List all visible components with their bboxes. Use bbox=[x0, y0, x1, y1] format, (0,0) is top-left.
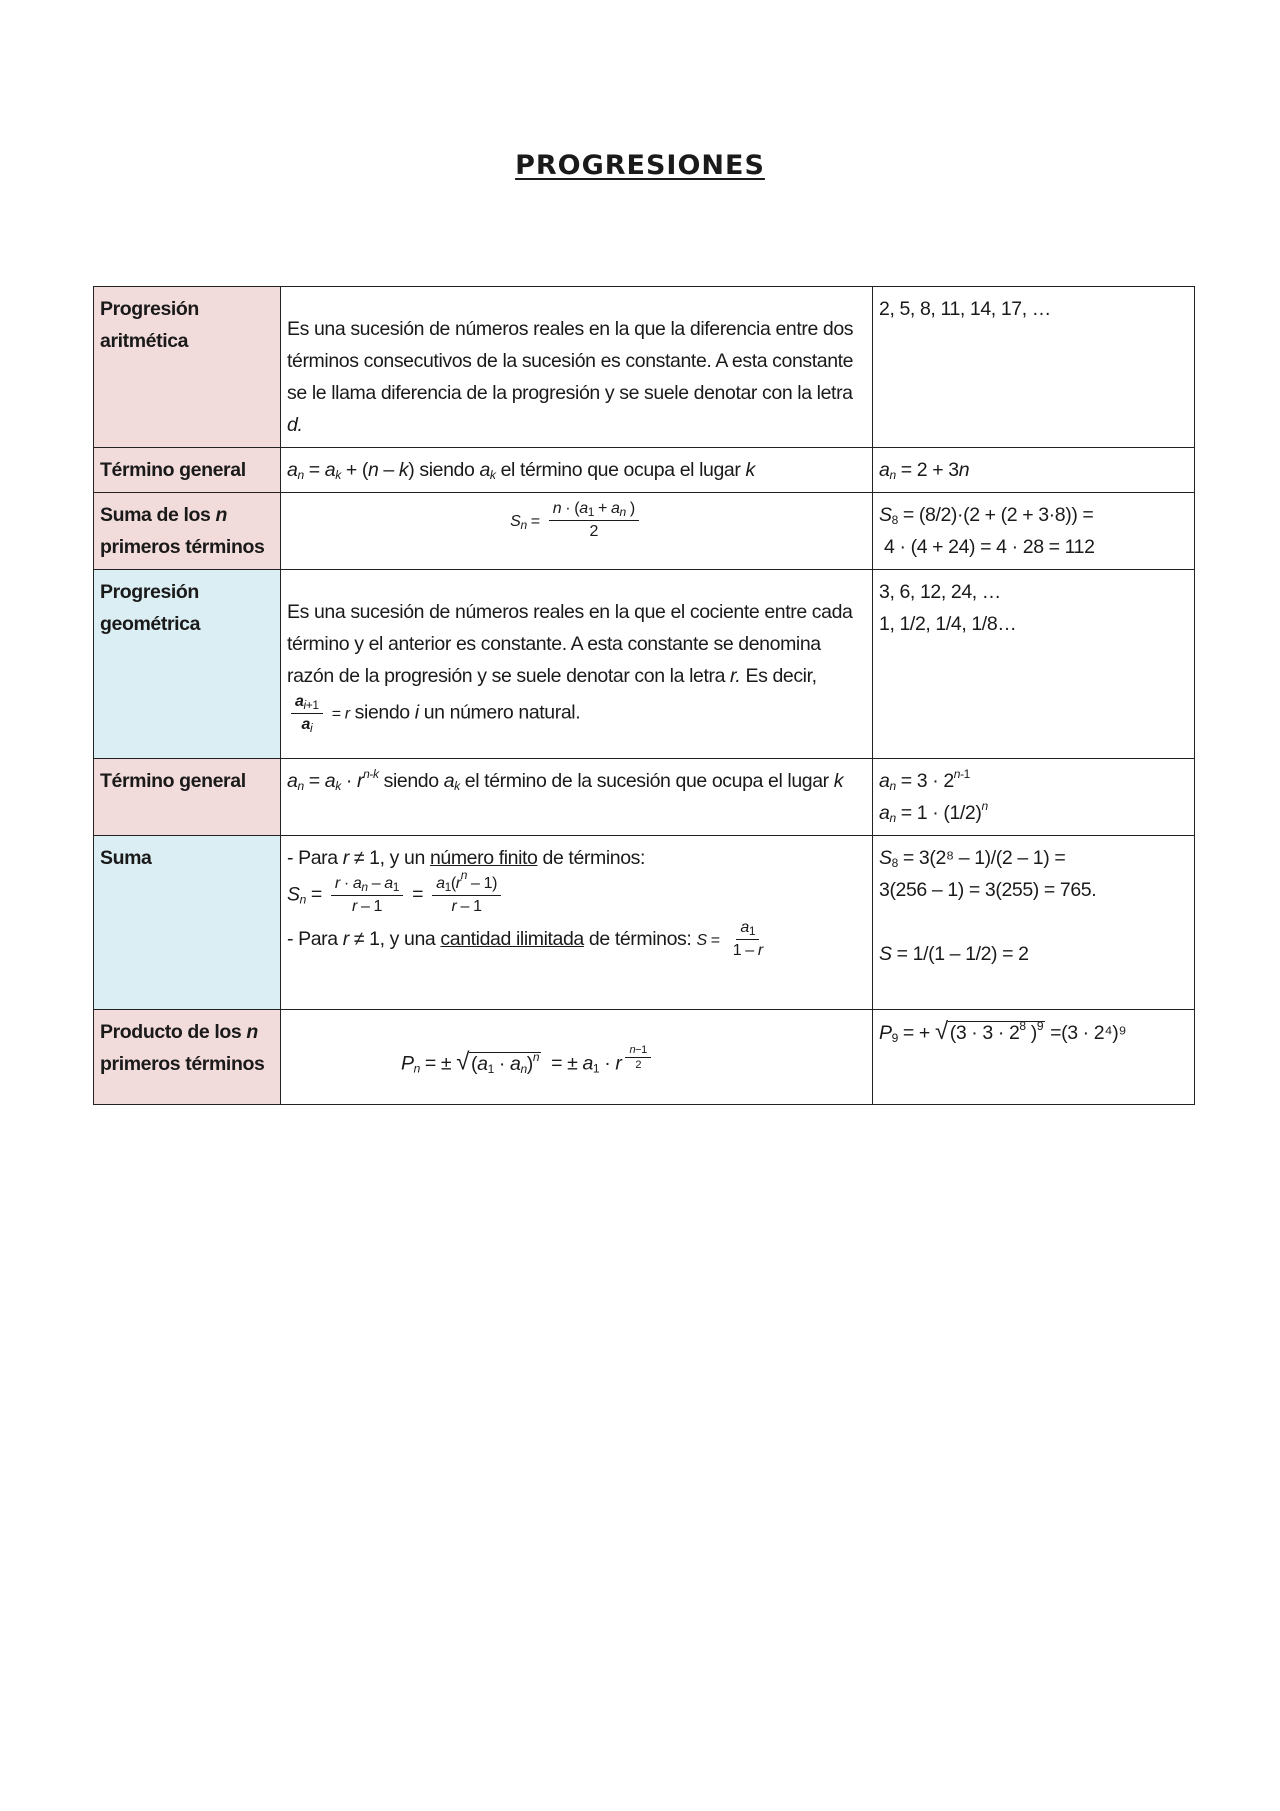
infinite-mid: ≠ 1, y una bbox=[353, 928, 436, 950]
product-label-n: n bbox=[246, 1021, 258, 1043]
table-row bbox=[94, 287, 1195, 448]
table-row bbox=[94, 759, 1195, 836]
arith-example-text: = 2 + 3 bbox=[900, 459, 959, 481]
page-title: PROGRESIONES bbox=[515, 150, 765, 181]
infinite-post: de términos: bbox=[588, 928, 692, 950]
arithmetic-desc-letter: d. bbox=[287, 414, 303, 436]
finite-mid: ≠ 1, y un bbox=[353, 847, 425, 869]
sum-label-suffix: primeros términos bbox=[100, 536, 265, 558]
finite-sum-formula: $S_n$ = $\frac{r \cdot a_n - a_1}{r - 1}$ = $\frac{a_1(r^n - 1)}{r - 1}$ bbox=[287, 874, 866, 917]
siendo-text: siendo bbox=[419, 459, 475, 481]
geom-general-term-formula: $a_n = a_k \cdot r^{n-k}$ siendo $a_k$ el término de la sucesión que ocupa el lugar k bbox=[281, 759, 873, 836]
label-general-term-geom: Término general bbox=[94, 759, 281, 836]
arith-sum-ex-line2: 4 · (4 + 24) = 4 · 28 = 112 bbox=[884, 536, 1095, 558]
arith-general-term-desc: el término que ocupa el lugar bbox=[500, 459, 741, 481]
ratio-siendo: siendo bbox=[354, 701, 410, 724]
geom-ex2: = 1 · (1/2) bbox=[900, 802, 982, 824]
sum-label-n: n bbox=[215, 504, 228, 526]
label-sum-first-n bbox=[94, 493, 281, 570]
geom-general-term-example: $a_n = 3 \cdot 2^{n-1}$ $a_n = 1 \cdot (1/2)^n$ bbox=[873, 759, 1195, 836]
geom-sum-ex2: 3(256 – 1) = 3(255) = 765. bbox=[879, 879, 1097, 901]
arith-sum-formula: $S_n$ = $\frac{n \cdot (a_1 + a_n )}{2}$ bbox=[281, 493, 873, 570]
geometric-definition: Es una sucesión de números reales en la que el cociente entre cada término y el anterior es constante. A esta constante se denomina razón de la progresión y se suele denotar con la letra r. Es decir, $\frac{a_{i+1}}{a_i}$ = r siendo i un número natural. bbox=[281, 570, 873, 759]
label-sum: Suma bbox=[94, 836, 281, 1010]
table-row bbox=[94, 448, 1195, 493]
arith-general-term-formula: $a_n = a_k + (n - k)$ siendo $a_k$ el término que ocupa el lugar k bbox=[281, 448, 873, 493]
geometric-example bbox=[873, 570, 1195, 759]
finite-post: de términos: bbox=[542, 847, 646, 869]
product-example: $P_9$ = + √ ($3 \cdot 3 \cdot 2^8$ )$^9$ =(3 · 2⁴)⁹ bbox=[873, 1010, 1195, 1105]
table-row bbox=[94, 1010, 1195, 1105]
table-row bbox=[94, 836, 1195, 1010]
ratio-natural: un número natural. bbox=[423, 701, 581, 724]
label-geometric: Progresión geométrica bbox=[94, 570, 281, 759]
product-label-suffix: primeros términos bbox=[100, 1053, 265, 1075]
arith-sum-ex-line1: = (8/2)·(2 + (2 + 3·8)) = bbox=[902, 504, 1094, 526]
arithmetic-desc-text: Es una sucesión de números reales en la que la diferencia entre dos términos consecutivos de la sucesión es constante. A esta constante se le llama diferencia de la progresión y se suele denotar con la letra bbox=[287, 318, 854, 404]
infinite-underlined: cantidad ilimitada bbox=[440, 928, 584, 950]
progressions-table bbox=[93, 286, 1195, 1105]
geom-sum-ex3: = 1/(1 – 1/2) = 2 bbox=[896, 943, 1029, 965]
arithmetic-definition bbox=[281, 287, 873, 448]
product-label-prefix: Producto de los bbox=[100, 1021, 242, 1043]
geometric-example-line1: 3, 6, 12, 24, … bbox=[879, 581, 1001, 603]
infinite-pre: - Para bbox=[287, 928, 338, 950]
product-ex-tail: =(3 · 2⁴)⁹ bbox=[1050, 1022, 1127, 1044]
geometric-desc-text: Es una sucesión de números reales en la que el cociente entre cada término y el anterior es constante. A esta constante se denomina razón de la progresión y se suele denotar con la letra bbox=[287, 601, 853, 687]
geom-sum-example: $S_8 = 3(2^8 - 1)/(2 - 1)$ = 3(256 – 1) = 3(255) = 765. S = 1/(1 – 1/2) = 2 bbox=[873, 836, 1195, 1010]
finite-pre: - Para bbox=[287, 847, 338, 869]
geom-sum-ex1: = 3(2⁸ – 1)/(2 – 1) = bbox=[902, 847, 1066, 869]
geometric-desc-end: Es decir, bbox=[745, 665, 817, 687]
table-row bbox=[94, 493, 1195, 570]
product-ex: = + bbox=[902, 1022, 930, 1044]
geometric-desc-letter: r. bbox=[730, 665, 741, 687]
geom-sum-formulas: - Para r ≠ 1, y un número finito de términos: $S_n$ = $\frac{r \cdot a_n - a_1}{r - 1}$ = $\frac{a_1(r^n - 1)}{r - 1}$ - Para r ≠ 1, y una cantidad ilimitada de términos: S = $\frac{a_1}{1 - r}$ bbox=[281, 836, 873, 1010]
finite-underlined: número finito bbox=[429, 847, 538, 869]
geometric-example-line2: 1, 1/2, 1/4, 1/8… bbox=[879, 613, 1017, 635]
geom-general-term-desc: el término de la sucesión que ocupa el lugar bbox=[464, 770, 829, 792]
arithmetic-example: 2, 5, 8, 11, 14, 17, … bbox=[873, 287, 1195, 448]
geom-siendo-text: siendo bbox=[383, 770, 439, 792]
label-general-term-arith: Término general bbox=[94, 448, 281, 493]
geom-ex1: = 3 · 2 bbox=[900, 770, 954, 792]
sum-label-prefix: Suma de los bbox=[100, 504, 211, 526]
arith-general-term-example: $a_n = 2 + 3n$ bbox=[873, 448, 1195, 493]
label-arithmetic: Progresión aritmética bbox=[94, 287, 281, 448]
label-product-first-n bbox=[94, 1010, 281, 1105]
table-row bbox=[94, 570, 1195, 759]
product-formula: $P_n$ = ± √ $(a_1 \cdot a_n)^n$ = ± $a_1 \cdot r$ $^{\frac{n-1}{2}}$ bbox=[281, 1010, 873, 1105]
arith-sum-example: $S_8 = (8/2)\cdot(2 + (2 + 3\cdot 8))$ = 4 · (4 + 24) = 4 · 28 = 112 bbox=[873, 493, 1195, 570]
